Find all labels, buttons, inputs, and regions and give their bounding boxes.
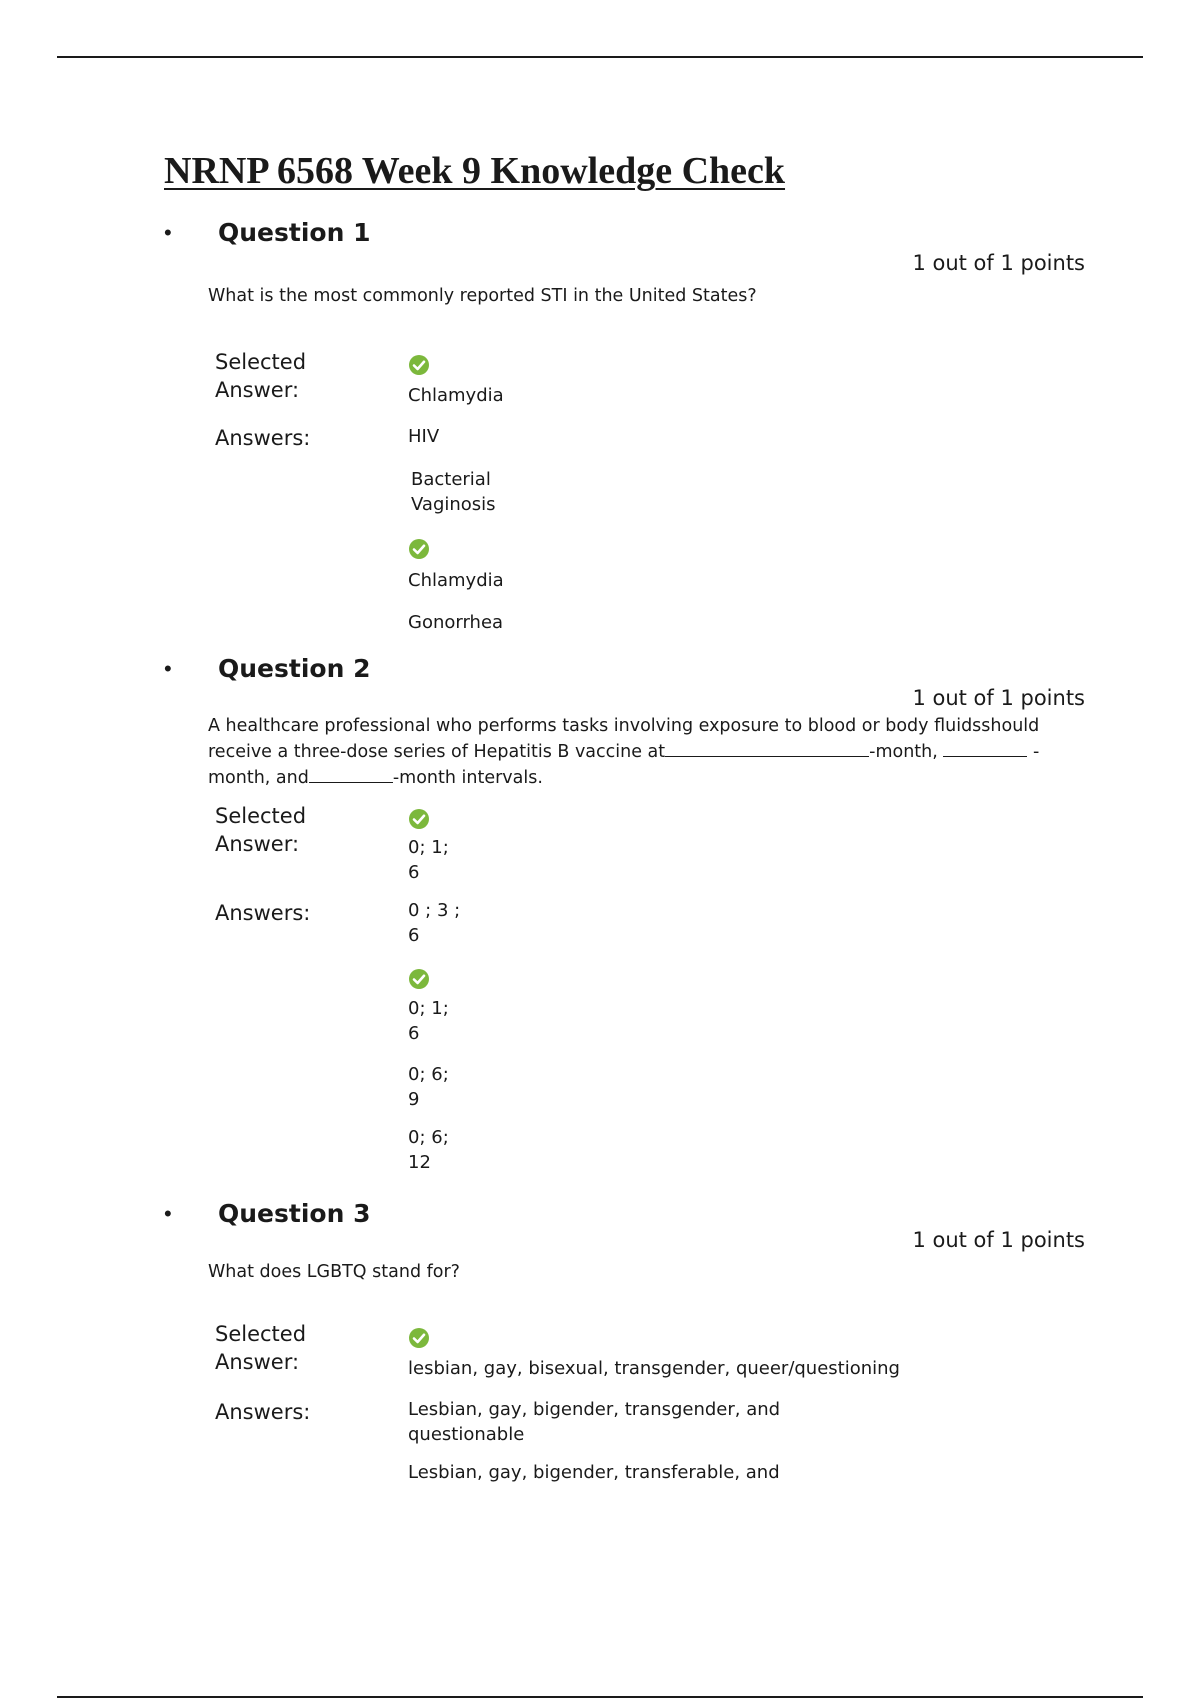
answers-label: Answers: bbox=[215, 901, 311, 925]
fill-in-blank bbox=[943, 738, 1027, 757]
check-circle-icon bbox=[409, 969, 429, 989]
bullet-icon: • bbox=[164, 1201, 172, 1226]
answer-option: HIV bbox=[408, 426, 440, 447]
answers-label: Answers: bbox=[215, 426, 311, 450]
answer-option-correct: Chlamydia bbox=[408, 570, 504, 591]
question-points: 1 out of 1 points bbox=[912, 686, 1085, 710]
bullet-icon: • bbox=[164, 220, 172, 245]
question-prompt: What is the most commonly reported STI in the United States? bbox=[208, 286, 757, 306]
check-circle-icon bbox=[409, 1328, 429, 1348]
question-prompt: What does LGBTQ stand for? bbox=[208, 1262, 460, 1282]
answer-option: Bacterial Vaginosis bbox=[411, 469, 496, 515]
selected-answer-value: Chlamydia bbox=[408, 385, 504, 406]
check-circle-icon bbox=[409, 809, 429, 829]
selected-answer-value: lesbian, gay, bisexual, transgender, queer/questioning bbox=[408, 1358, 900, 1379]
prompt-text: -month intervals. bbox=[392, 768, 543, 788]
answer-option: Lesbian, gay, bigender, transgender, and questionable bbox=[408, 1399, 781, 1445]
check-circle-icon bbox=[409, 539, 429, 559]
answer-option: 0; 6; 12 bbox=[408, 1127, 449, 1173]
question-heading: Question 2 bbox=[218, 654, 371, 683]
question-heading: Question 1 bbox=[218, 218, 371, 247]
question-points: 1 out of 1 points bbox=[912, 1228, 1085, 1252]
fill-in-blank bbox=[665, 738, 869, 757]
answer-option: Gonorrhea bbox=[408, 612, 504, 633]
question-points: 1 out of 1 points bbox=[912, 251, 1085, 275]
answer-option: 0; 6; 9 bbox=[408, 1064, 449, 1110]
answer-option: 0 ; 3 ; 6 bbox=[408, 900, 461, 946]
fill-in-blank bbox=[309, 764, 393, 783]
bottom-rule bbox=[57, 1696, 1143, 1698]
answers-label: Answers: bbox=[215, 1400, 311, 1424]
bullet-icon: • bbox=[164, 656, 172, 681]
question-prompt bbox=[208, 714, 1088, 790]
top-rule bbox=[57, 56, 1143, 58]
selected-answer-label: Selected Answer: bbox=[215, 1322, 307, 1374]
answer-option: Lesbian, gay, bigender, transferable, and bbox=[408, 1462, 780, 1483]
selected-answer-label: Selected Answer: bbox=[215, 350, 307, 402]
prompt-text: -month, bbox=[869, 742, 938, 762]
prompt-text: -month, and bbox=[208, 742, 1040, 788]
question-heading: Question 3 bbox=[218, 1199, 371, 1228]
check-circle-icon bbox=[409, 355, 429, 375]
answer-option-correct: 0; 1; 6 bbox=[408, 998, 449, 1044]
selected-answer-label: Selected Answer: bbox=[215, 804, 307, 856]
document-title: NRNP 6568 Week 9 Knowledge Check bbox=[164, 150, 786, 192]
selected-answer-value: 0; 1; 6 bbox=[408, 837, 449, 883]
prompt-text: A healthcare professional who performs tasks involving exposure to blood or body fluidsshould receive a three-dose series of Hepatitis B vaccine at bbox=[208, 716, 1040, 762]
